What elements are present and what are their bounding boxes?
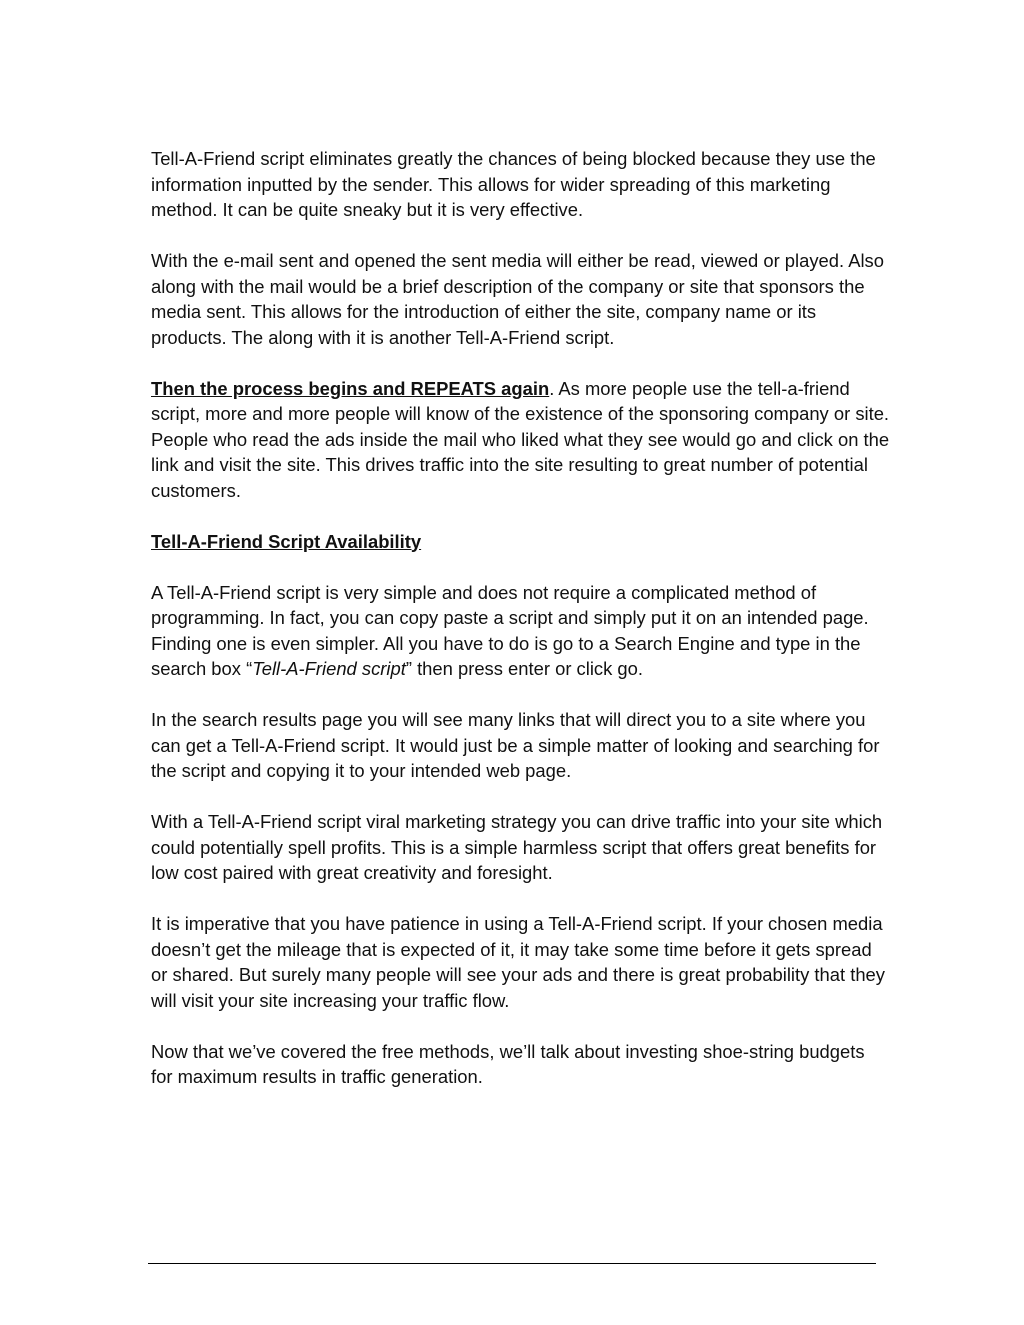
footer-divider (148, 1263, 876, 1264)
section-heading-availability: Tell-A-Friend Script Availability (151, 530, 422, 552)
availability-text-start: A Tell-A-Friend script is very simple and does not require a complicated method of programming. In fact, you can copy paste a script and simply put it on an intended page. Finding one is even simpler. All you have to do is go to a Search Engine and type in the search box “ (151, 581, 869, 679)
process-repeats-emphasis: Then the process begins and REPEATS again (151, 377, 550, 399)
paragraph-viral-strategy: With a Tell-A-Friend script viral marketing strategy you can drive traffic into your site which could potentially spell profits. This is a simple harmless script that offers great benefits for low cost paired with great creativity and foresight. (151, 811, 883, 883)
paragraph-patience: It is imperative that you have patience in using a Tell-A-Friend script. If your chosen media doesn’t get the mileage that is expected of it, it may take some time before it gets spread or shared. But surely many people will see your ads and there is great probability that they will visit your site increasing your traffic flow. (151, 913, 885, 1011)
paragraph-email-sent: With the e-mail sent and opened the sent media will either be read, viewed or played. Also along with the mail would be a brief description of the company or site that sponsors the media sent. This allows for the introduction of either the site, company name or its products. The along with it is another Tell-A-Friend script. (151, 250, 884, 348)
paragraph-blocking: Tell-A-Friend script eliminates greatly the chances of being blocked because they use the information inputted by the sender. This allows for wider spreading of this marketing method. It can be quite sneaky but it is very effective. (151, 148, 876, 220)
process-repeats-text: . As more people use the tell-a-friend script, more and more people will know of the existence of the sponsoring company or site. People who read the ads inside the mail who liked what they see would go and click on the link and visit the site. This drives traffic into the site resulting to great number of potential customers. (151, 377, 890, 501)
paragraph-search-results: In the search results page you will see many links that will direct you to a site where you can get a Tell-A-Friend script. It would just be a simple matter of looking and searching for the script and copying it to your intended web page. (151, 709, 880, 781)
paragraph-process-repeats (151, 376, 891, 504)
search-term-italic: Tell-A-Friend script (252, 658, 406, 679)
availability-text-end: ” then press enter or click go. (405, 658, 643, 679)
paragraph-free-methods: Now that we’ve covered the free methods, we’ll talk about investing shoe-string budgets for maximum results in traffic generation. (151, 1040, 865, 1087)
document-body (151, 146, 891, 1115)
paragraph-availability (151, 580, 891, 682)
